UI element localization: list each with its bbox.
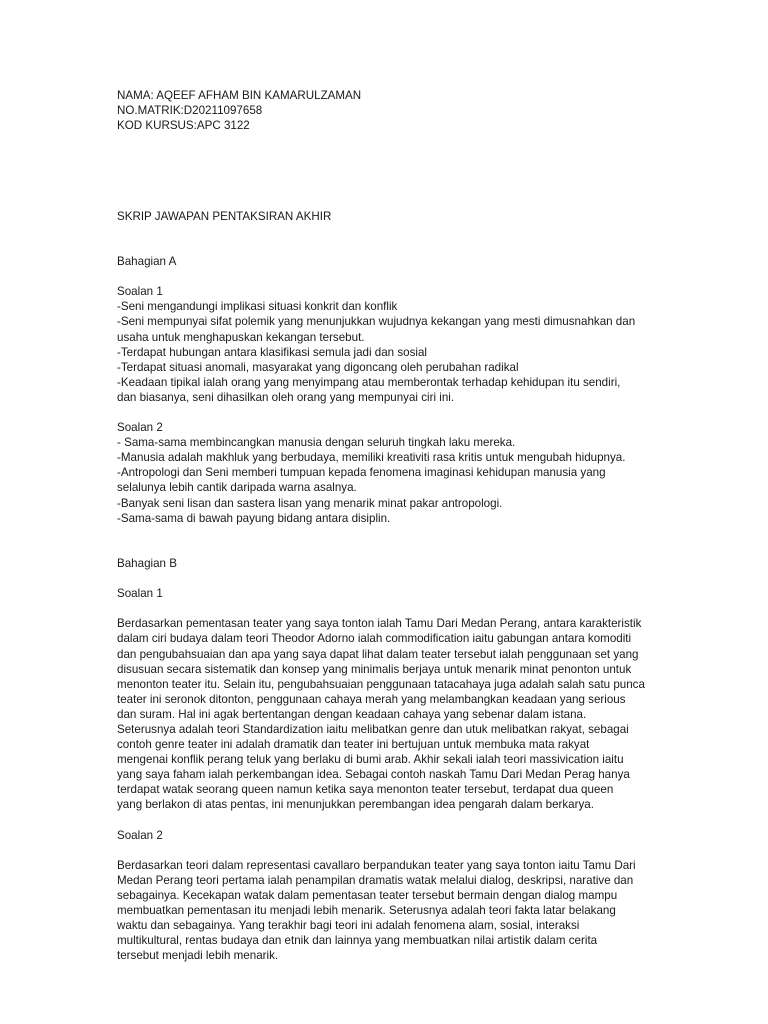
answer-line: dan biasanya, seni dihasilkan oleh orang yang mempunyai ciri ini. (117, 390, 455, 404)
answer-line: - Sama-sama membincangkan manusia dengan seluruh tingkah laku mereka. (117, 436, 516, 450)
document-content (117, 88, 657, 963)
student-name: NAMA: AQEEF AFHAM BIN KAMARULZAMAN (117, 89, 362, 102)
answer-line: Berdasarkan teori dalam representasi cavallaro berpandukan teater yang saya tonton iaitu Tamu Dari (117, 858, 636, 872)
answer-line: disusuan secara sistematik dan konsep yang minimalis berjaya untuk menarik minat penonton untuk (117, 662, 632, 676)
section-a-question-2-heading: Soalan 2 (117, 421, 163, 435)
answer-line: tersebut menjadi lebih menarik. (117, 949, 279, 963)
document-title: SKRIP JAWAPAN PENTAKSIRAN AKHIR (117, 209, 332, 223)
answer-line: menonton teater itu. Selain itu, pengubahsuaian penggunaan tatacahaya juga adalah salah satu punca (117, 677, 645, 691)
answer-line: -Seni mempunyai sifat polemik yang menunjukkan wujudnya kekangan yang mesti dimusnahkan dan (117, 315, 636, 329)
answer-line: -Manusia adalah makhluk yang berbudaya, memiliki kreativiti rasa kritis untuk mengubah hidupnya. (117, 451, 626, 465)
section-a-question-1-heading: Soalan 1 (117, 285, 163, 299)
answer-line: waktu dan sebagainya. Yang terakhir bagi teori ini adalah fenomena alam, sosial, interaksi (117, 919, 580, 933)
answer-line: contoh genre teater ini adalah dramatik dan teater ini bertujuan untuk membuka mata rakyat (117, 738, 590, 752)
answer-line: -Terdapat situasi anomali, masyarakat yang digoncang oleh perubahan radikal (117, 360, 519, 374)
answer-line: -Terdapat hubungan antara klasifikasi semula jadi dan sosial (117, 345, 427, 359)
answer-line: usaha untuk menghapuskan kekangan tersebut. (117, 330, 365, 344)
section-a-question-2-answer (117, 435, 657, 526)
answer-line: terdapat watak seorang queen namun ketika saya menonton teater tersebut, terdapat dua queen (117, 783, 614, 797)
answer-line: Medan Perang teori pertama ialah penampilan dramatis watak melalui dialog, deskripsi, narative dan (117, 873, 634, 887)
answer-line: dan pengubahsuaian dan apa yang saya dapat lihat dalam teater tersebut ialah penggunaan set yang (117, 647, 639, 661)
answer-line: multikultural, rentas budaya dan etnik dan lainnya yang membuatkan nilai artistik dalam cerita (117, 934, 598, 948)
answer-line: -Banyak seni lisan dan sastera lisan yang menarik minat pakar antropologi. (117, 496, 503, 510)
answer-line: Berdasarkan pementasan teater yang saya tonton ialah Tamu Dari Medan Perang, antara karakteristik (117, 617, 642, 631)
answer-line: membuatkan pementasan itu menjadi lebih menarik. Seterusnya adalah teori fakta latar belakang (117, 904, 616, 918)
section-b-question-2-answer (117, 858, 657, 964)
answer-line: dalam ciri budaya dalam teori Theodor Adorno ialah commodification iaitu gabungan antara komoditi (117, 632, 632, 646)
section-a-question-1-answer (117, 299, 657, 405)
answer-line: Seterusnya adalah teori Standardization iaitu melibatkan genre dan utuk melibatkan rakyat, sebagai (117, 722, 629, 736)
answer-line: yang saya faham ialah perkembangan idea. Sebagai contoh naskah Tamu Dari Medan Perag hanya (117, 768, 630, 782)
section-b-question-1-answer (117, 616, 657, 812)
section-a-heading: Bahagian A (117, 255, 177, 269)
answer-line: yang berlakon di atas pentas, ini menunjukkan perembangan idea pengarah dalam berkarya. (117, 798, 594, 812)
answer-line: -Sama-sama di bawah payung bidang antara disiplin. (117, 511, 391, 525)
answer-line: sebagainya. Kecekapan watak dalam pementasan teater tersebut bermain dengan dialog mampu (117, 889, 618, 902)
answer-line: teater ini seronok ditonton, penggunaan cahaya merah yang melambangkan keadaan yang serious (117, 692, 626, 706)
course-code: KOD KURSUS:APC 3122 (117, 119, 250, 133)
answer-line: -Keadaan tipikal ialah orang yang menyimpang atau memberontak terhadap kehidupan itu sendiri, (117, 375, 621, 389)
student-matric-number: NO.MATRIK:D20211097658 (117, 104, 263, 118)
section-b-heading: Bahagian B (117, 556, 177, 570)
section-b-question-1-heading: Soalan 1 (117, 587, 163, 601)
answer-line: -Antropologi dan Seni memberi tumpuan kepada fenomena imaginasi kehidupan manusia yang (117, 466, 606, 480)
answer-line: dan suram. Hal ini agak bertentangan dengan keadaan cahaya yang sebenar dalam istana. (117, 707, 587, 721)
answer-line: -Seni mengandungi implikasi situasi konkrit dan konflik (117, 300, 398, 314)
section-b-question-2-heading: Soalan 2 (117, 828, 163, 842)
answer-line: selalunya lebih cantik daripada warna asalnya. (117, 481, 357, 495)
answer-line: mengenai konflik perang teluk yang berlaku di bumi arab. Akhir sekali ialah teori massivication iaitu (117, 753, 624, 767)
